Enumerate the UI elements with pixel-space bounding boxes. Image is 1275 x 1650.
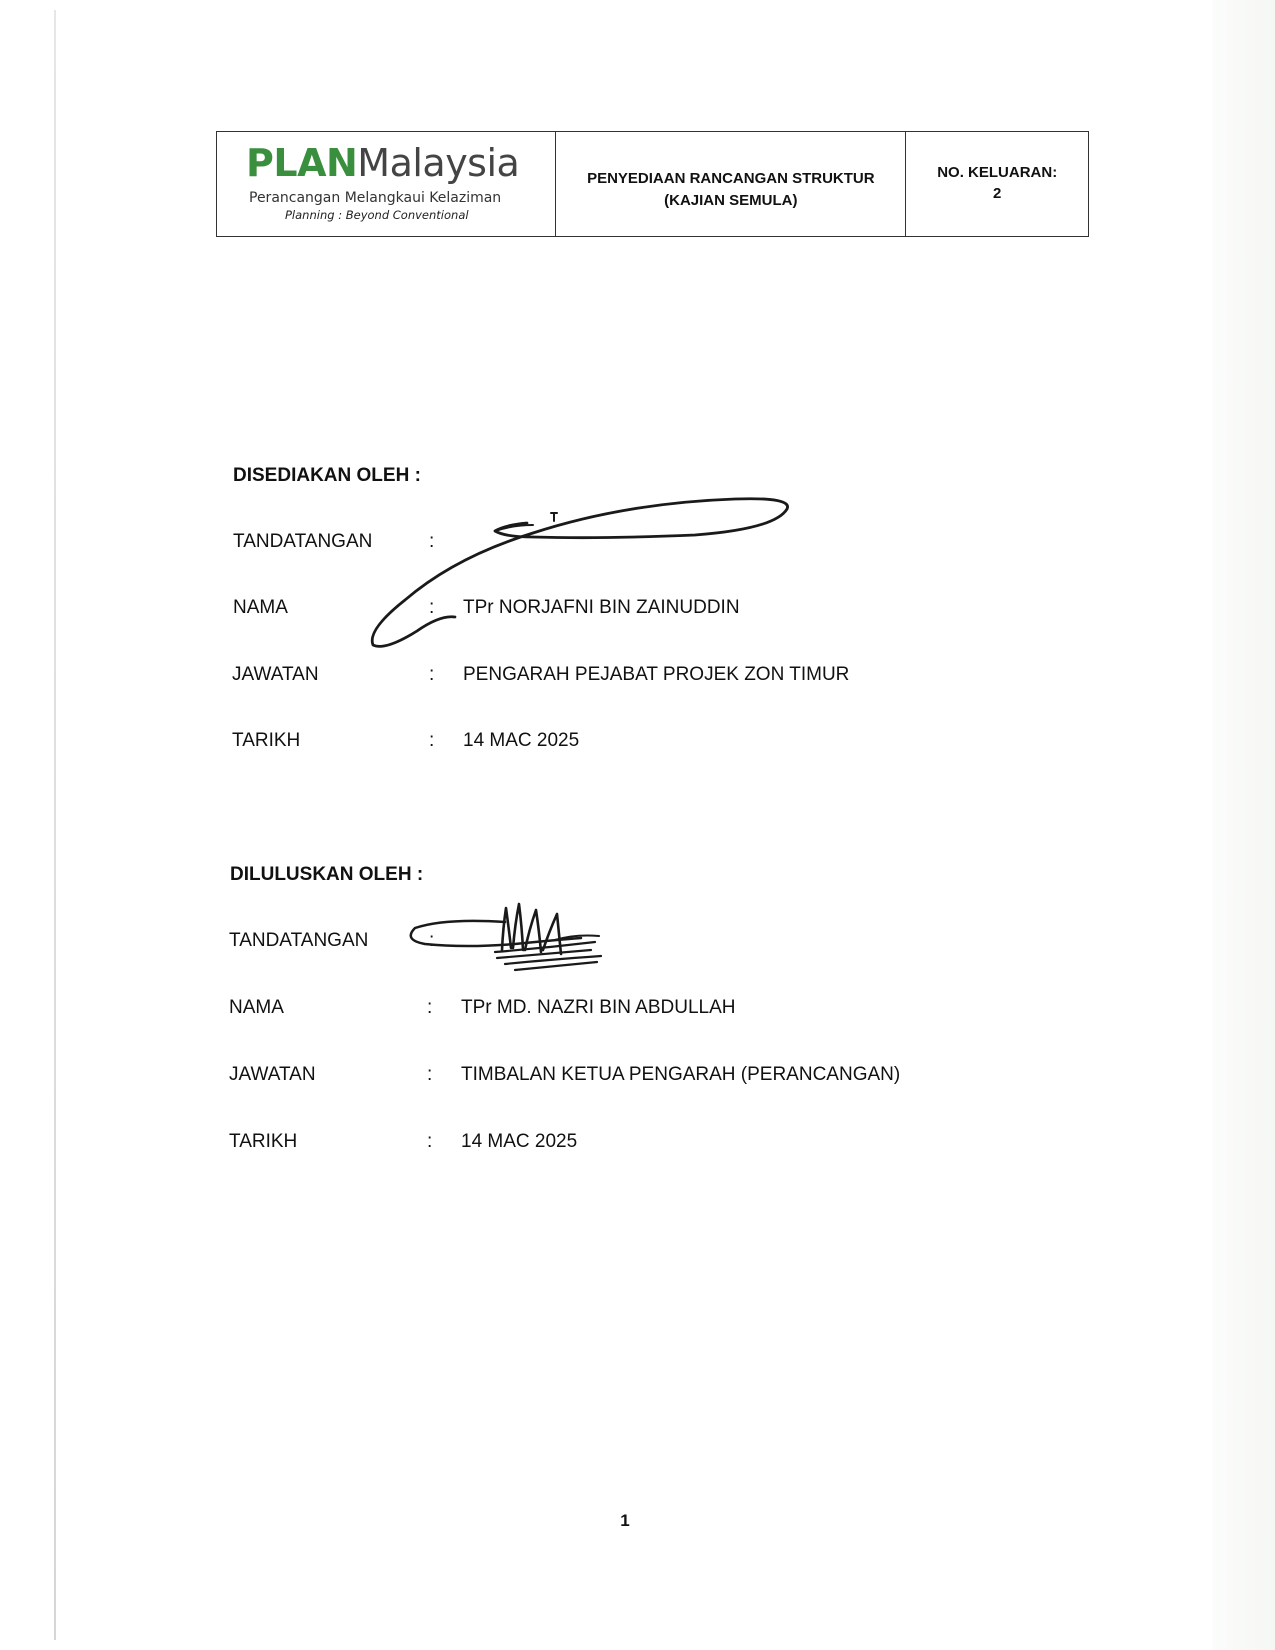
issue-number-cell <box>906 132 1088 236</box>
prepared-name-label: NAMA <box>233 597 288 618</box>
approved-position-colon: : <box>427 1064 433 1085</box>
prepared-date-value: 14 MAC 2025 <box>463 730 580 751</box>
approved-date-label: TARIKH <box>229 1131 298 1152</box>
approved-position-value: TIMBALAN KETUA PENGARAH (PERANCANGAN) <box>461 1064 901 1085</box>
prepared-position-value: PENGARAH PEJABAT PROJEK ZON TIMUR <box>463 664 850 685</box>
prepared-signature-colon: : <box>429 531 435 552</box>
prepared-name-colon: : <box>429 597 435 618</box>
document-header-table <box>216 131 1089 237</box>
approved-by-heading: DILULUSKAN OLEH : <box>230 864 424 885</box>
logo-subtagline: Planning : Beyond Conventional <box>285 208 469 222</box>
prepared-position-label: JAWATAN <box>232 664 319 685</box>
approved-name-colon: : <box>427 997 433 1018</box>
logo-cell <box>217 132 556 236</box>
document-title-line-1: PENYEDIAAN RANCANGAN STRUKTUR <box>587 170 875 187</box>
logo-malaysia-text: Malaysia <box>357 141 520 185</box>
prepared-name-value: TPr NORJAFNI BIN ZAINUDDIN <box>463 597 740 618</box>
scan-edge-right <box>1212 0 1275 1650</box>
issue-number-label: NO. KELUARAN: <box>937 164 1058 181</box>
approved-name-label: NAMA <box>229 997 284 1018</box>
prepared-position-colon: : <box>429 664 435 685</box>
issue-number-value: 2 <box>993 185 1002 202</box>
prepared-signature-label: TANDATANGAN <box>233 531 373 552</box>
prepared-signature-image <box>355 495 795 665</box>
approved-signature-label: TANDATANGAN <box>229 930 369 951</box>
logo-plan-text: PLAN <box>246 141 358 185</box>
prepared-by-heading: DISEDIAKAN OLEH : <box>233 465 421 486</box>
document-title-line-2: (KAJIAN SEMULA) <box>664 192 798 209</box>
approved-date-value: 14 MAC 2025 <box>461 1131 578 1152</box>
prepared-date-colon: : <box>429 730 435 751</box>
approved-signature-colon: : <box>429 930 435 951</box>
prepared-date-label: TARIKH <box>232 730 301 751</box>
approved-name-value: TPr MD. NAZRI BIN ABDULLAH <box>461 997 736 1018</box>
planmalaysia-logo <box>246 141 520 185</box>
approved-signature-image <box>405 900 615 980</box>
logo-tagline: Perancangan Melangkaui Kelaziman <box>249 190 502 206</box>
approved-date-colon: : <box>427 1131 433 1152</box>
approved-position-label: JAWATAN <box>229 1064 316 1085</box>
page-number: 1 <box>620 1511 630 1530</box>
scan-edge-left <box>54 10 56 1640</box>
document-title-cell <box>556 132 906 236</box>
